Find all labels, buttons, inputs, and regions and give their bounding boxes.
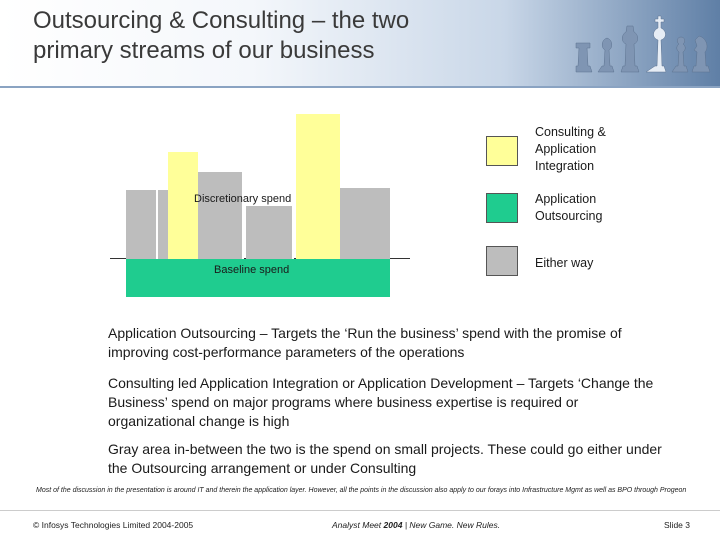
paragraph-consulting: Consulting led Application Integration or Application Development – Targets ‘Change the Business’ spend on major programs where business expertise is required or organizational change is high [108, 375, 654, 429]
knight-icon [692, 36, 710, 72]
title-line-2: primary streams of our business [33, 37, 375, 64]
title-line-1: Outsourcing & Consulting – the two [33, 7, 410, 34]
legend-swatch-consulting [486, 136, 518, 166]
gray-bar-1b [158, 190, 168, 260]
footer-slide-number: Slide 3 [664, 520, 690, 530]
legend-label-consulting: Consulting & Application Integration [535, 125, 606, 173]
baseline-spend-label: Baseline spend [214, 264, 290, 276]
footer-copyright: © Infosys Technologies Limited 2004-2005 [33, 520, 194, 530]
gray-bar-3 [246, 206, 294, 260]
header-divider [0, 86, 720, 88]
rook-icon [576, 43, 592, 72]
legend-swatch-outsourcing [486, 193, 518, 223]
gray-bar-2 [198, 172, 244, 260]
king-icon [646, 16, 666, 72]
chess-pieces-image [566, 10, 716, 80]
legend-label-either: Either way [535, 256, 594, 270]
spend-chart [110, 110, 410, 300]
slide-title [33, 6, 513, 66]
gray-bar-1 [126, 190, 158, 260]
legend-swatch-either [486, 246, 518, 276]
gray-bar-4 [340, 188, 390, 260]
queen-icon [621, 26, 639, 72]
footnote: Most of the discussion in the presentation is around IT and therein the application layer. However, all the points in the discussion also apply to our forays into Infrastructure Mgmt as well as BPO through Progeon [36, 487, 687, 494]
bishop-icon [598, 38, 614, 72]
paragraph-outsourcing: Application Outsourcing – Targets the ‘Run the business’ spend with the promise of improving cost-performance parameters of the operations [108, 325, 622, 360]
legend-label-outsourcing: Application Outsourcing [535, 192, 603, 223]
pawn-icon [672, 37, 688, 72]
paragraph-gray-area: Gray area in-between the two is the spend on small projects. These could go either under the Outsourcing arrangement or under Consulting [108, 441, 662, 476]
yellow-bar-1 [168, 152, 198, 260]
yellow-bar-2 [296, 114, 340, 260]
discretionary-spend-label: Discretionary spend [194, 193, 292, 205]
footer-event: Analyst Meet 2004 | New Game. New Rules. [332, 520, 501, 530]
